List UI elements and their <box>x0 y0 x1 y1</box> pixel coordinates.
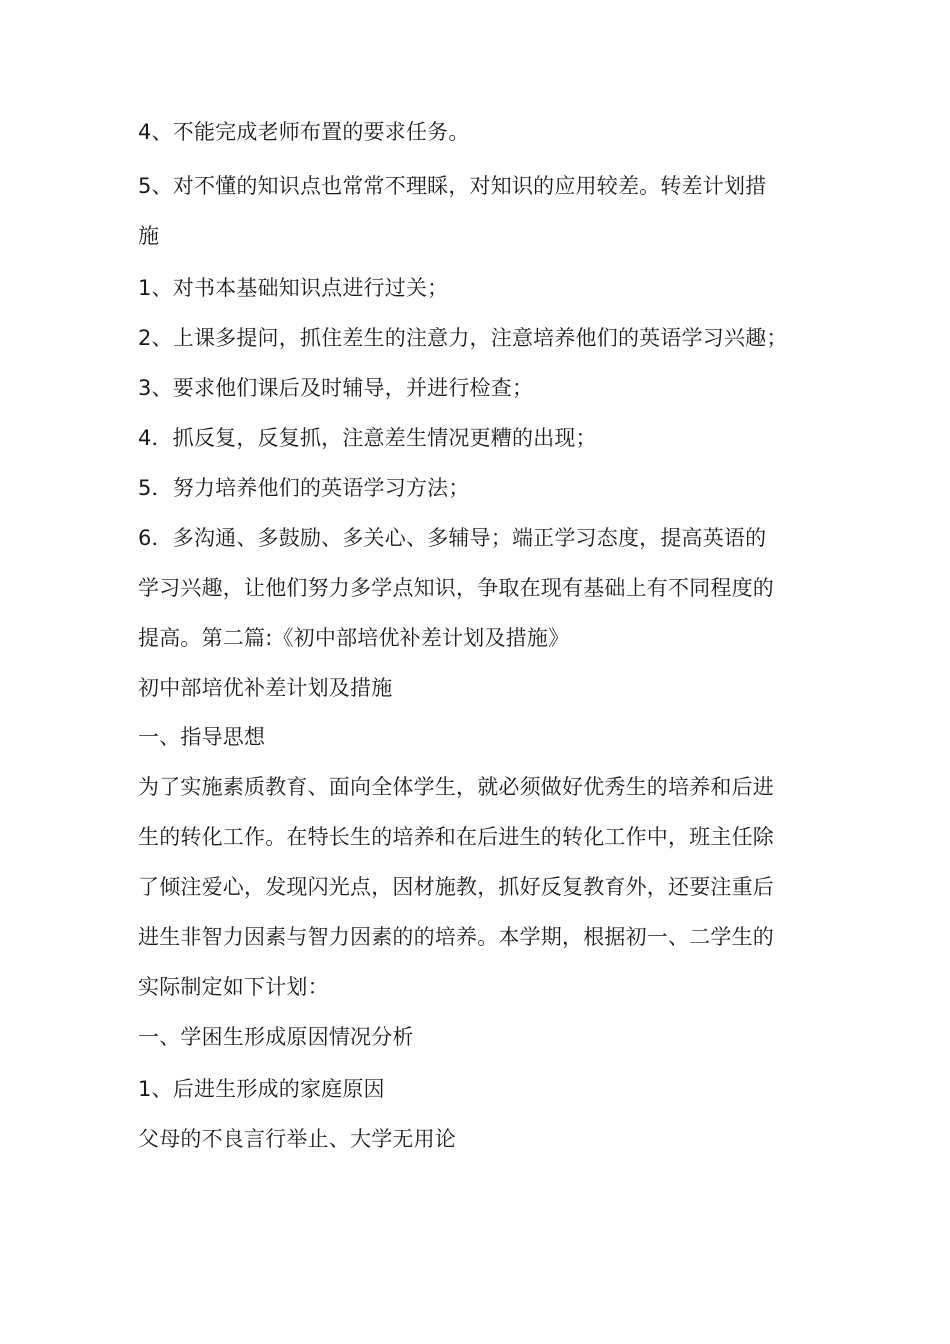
text-line: 5、对不懂的知识点也常常不理睬，对知识的应用较差。转差计划措 <box>138 174 767 198</box>
text-line: 提高。第二篇:《初中部培优补差计划及措施》 <box>138 626 570 650</box>
text-line: 4．抓反复，反复抓，注意差生情况更糟的出现； <box>138 426 597 450</box>
text-line: 5．努力培养他们的英语学习方法； <box>138 476 470 500</box>
text-line: 1、后进生形成的家庭原因 <box>138 1077 385 1101</box>
text-line: 为了实施素质教育、面向全体学生，就必须做好优秀生的培养和后进 <box>138 775 774 799</box>
text-line: 施 <box>138 224 160 248</box>
text-line: 1、对书本基础知识点进行过关； <box>138 276 449 300</box>
text-line: 生的转化工作。在特长生的培养和在后进生的转化工作中，班主任除 <box>138 825 774 849</box>
text-line: 了倾注爱心，发现闪光点，因材施教，抓好反复教育外，还要注重后 <box>138 875 774 899</box>
text-line: 3、要求他们课后及时辅导，并进行检查； <box>138 376 534 400</box>
text-line: 父母的不良言行举止、大学无用论 <box>138 1127 456 1151</box>
text-line: 4、不能完成老师布置的要求任务。 <box>138 120 470 144</box>
text-line: 6．多沟通、多鼓励、多关心、多辅导；端正学习态度，提高英语的 <box>138 526 767 550</box>
text-line: 实际制定如下计划： <box>138 975 329 999</box>
text-line: 2、上课多提问，抓住差生的注意力，注意培养他们的英语学习兴趣； <box>138 326 788 350</box>
text-line: 学习兴趣，让他们努力多学点知识，争取在现有基础上有不同程度的 <box>138 576 774 600</box>
text-line: 进生非智力因素与智力因素的的培养。本学期，根据初一、二学生的 <box>138 925 774 949</box>
section-heading: 初中部培优补差计划及措施 <box>138 676 393 700</box>
section-heading: 一、指导思想 <box>138 725 266 749</box>
section-heading: 一、学困生形成原因情况分析 <box>138 1025 414 1049</box>
